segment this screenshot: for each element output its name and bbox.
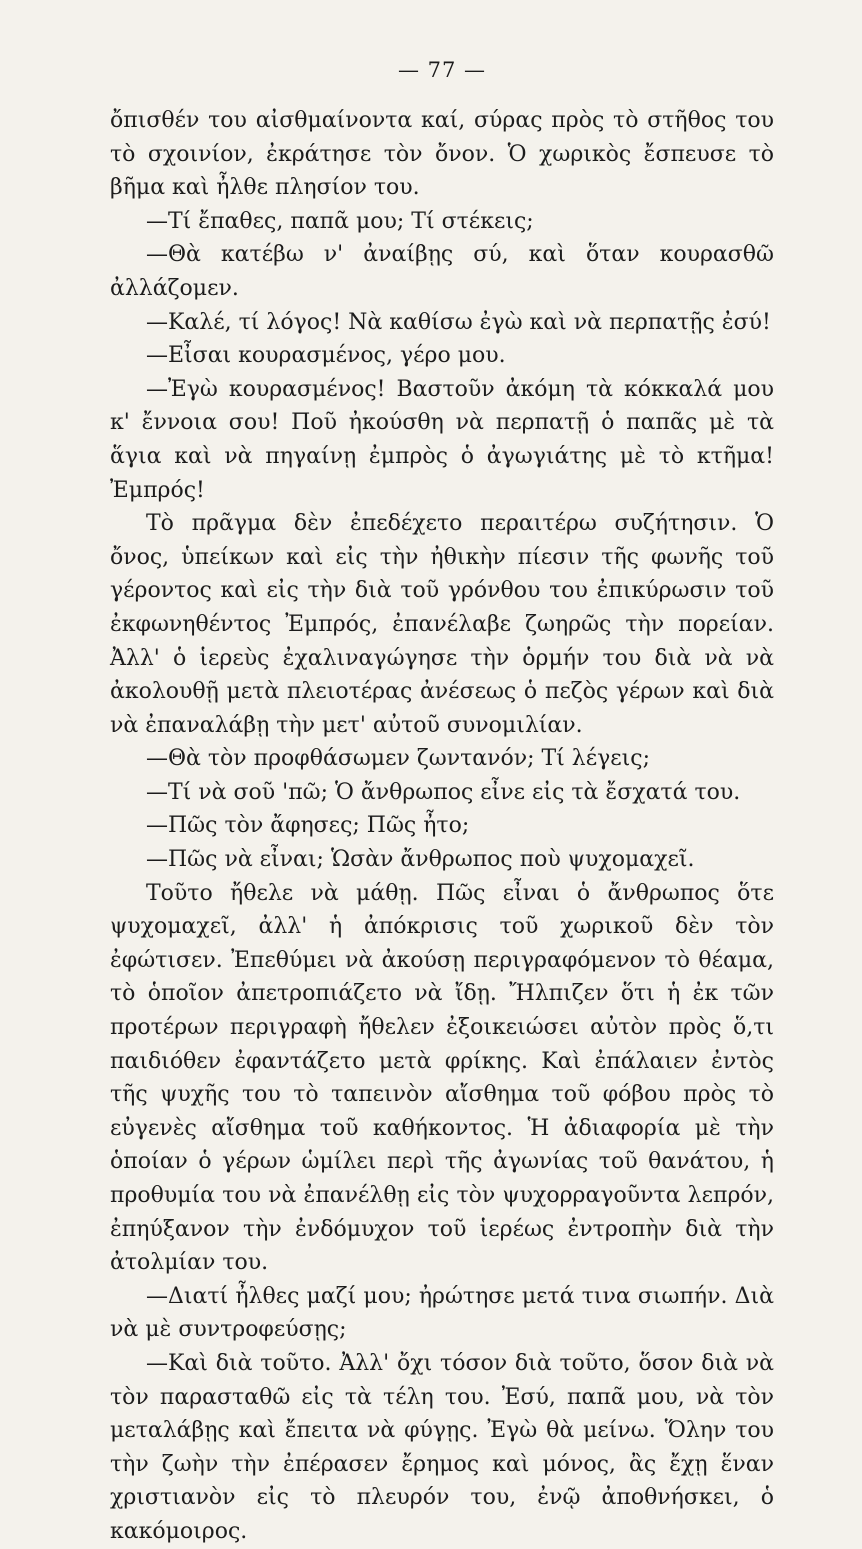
paragraph: Τὸ πρᾶγμα δὲν ἐπεδέχετο περαιτέρω συζήτησιν. Ὁ ὄνος, ὑπείκων καὶ εἰς τὴν ἠθικὴν πίεσιν τῆς φωνῆς τοῦ γέροντος καὶ εἰς τὴν διὰ τοῦ γρόνθου του ἐπικύρωσιν τοῦ ἐκφωνηθέντος Ἐμπρός, ἐπανέλαβε ζωηρῶς τὴν πορείαν. Ἀλλ' ὁ ἱερεὺς ἐχαλιναγώγησε τὴν ὁρμήν του διὰ νὰ νὰ ἀκολουθῇ μετὰ πλειοτέρας ἀνέσεως ὁ πεζὸς γέρων καὶ διὰ νὰ ἐπαναλάβῃ τὴν μετ' αὐτοῦ συνομιλίαν. — [110, 511, 774, 738]
dialogue-line: —Θὰ τὸν προφθάσωμεν ζωντανόν; Τί λέγεις; — [146, 746, 651, 772]
paragraph: Τοῦτο ἤθελε νὰ μάθῃ. Πῶς εἶναι ὁ ἄνθρωπος ὅτε ψυχομαχεῖ, ἀλλ' ἡ ἀπόκρισις τοῦ χωρικοῦ δὲν τὸν ἐφώτισεν. Ἐπεθύμει νὰ ἀκούσῃ περιγραφόμενον τὸ θέαμα, τὸ ὁποῖον ἀπετροπιάζετο νὰ ἴδῃ. Ἤλπιζεν ὅτι ἡ ἐκ τῶν προτέρων περιγραφὴ ἤθελεν ἐξοικειώσει αὐτὸν πρὸς ὅ,τι παιδιόθεν ἐφαντάζετο μετὰ φρίκης. Καὶ ἐπάλαιεν ἐντὸς τῆς ψυχῆς του τὸ ταπεινὸν αἴσθημα τοῦ φόβου πρὸς τὸ εὐγενὲς αἴσθημα τοῦ καθήκοντος. Ἡ ἀδιαφορία μὲ τὴν ὁποίαν ὁ γέρων ὡμίλει περὶ τῆς ἀγωνίας τοῦ θανάτου, ἡ προθυμία του νὰ ἐπανέλθῃ εἰς τὸν ψυχορραγοῦντα λεπρόν, ἐπηύξανον τὴν ἐνδόμυχον τοῦ ἱερέως ἐντροπὴν διὰ τὴν ἀτολμίαν του. — [110, 880, 774, 1276]
dialogue-line: —Ἐγὼ κουρασμένος! Βαστοῦν ἀκόμη τὰ κόκκαλά μου κ' ἔννοια σου! Ποῦ ἠκούσθη νὰ περπατῇ ὁ παπᾶς μὲ τὰ ἅγια καὶ νὰ πηγαίνῃ ἐμπρὸς ὁ ἀγωγιάτης μὲ τὸ κτῆμα! Ἐμπρός! — [110, 376, 774, 503]
dialogue-line: —Θὰ κατέβω ν' ἀναίβῃς σύ, καὶ ὅταν κουρασθῶ ἀλλάζομεν. — [110, 242, 774, 301]
dialogue-line: —Πῶς νὰ εἶναι; Ὡσὰν ἄνθρωπος ποὺ ψυχομαχεῖ. — [146, 847, 695, 873]
dialogue-line: —Διατί ἦλθες μαζί μου; ἠρώτησε μετά τινα σιωπήν. Διὰ νὰ μὲ συντροφεύσῃς; — [110, 1283, 774, 1343]
dialogue-line: —Τί νὰ σοῦ 'πῶ; Ὁ ἄνθρωπος εἶνε εἰς τὰ ἔσχατά του. — [146, 779, 741, 805]
paragraph: ὄπισθέν του αἰσθμαίνοντα καί, σύρας πρὸς τὸ στῆθος του τὸ σχοινίον, ἐκράτησε τὸν ὄνον. Ὁ χωρικὸς ἔσπευσε τὸ βῆμα καὶ ἦλθε πλησίον του. — [110, 108, 774, 201]
dialogue-line: —Τί ἔπαθες, παπᾶ μου; Τί στέκεις; — [146, 208, 534, 234]
dialogue-line: —Καὶ διὰ τοῦτο. Ἀλλ' ὄχι τόσον διὰ τοῦτο, ὅσον διὰ νὰ τὸν παρασταθῶ εἰς τὰ τέλη του. Ἐσύ, παπᾶ μου, νὰ τὸν μεταλάβῃς καὶ ἔπειτα νὰ φύγῃς. Ἐγὼ θὰ μείνω. Ὅλην του τὴν ζωὴν τὴν ἐπέρασεν ἔρημος καὶ μόνος, ἂς ἔχῃ ἕναν χριστιανὸν εἰς τὸ πλευρόν του, ἐνῷ ἀποθνήσκει, ὁ κακόμοιρος. — [110, 1350, 774, 1544]
page-number: — 77 — — [397, 58, 487, 82]
dialogue-line: —Πῶς τὸν ἄφησες; Πῶς ἦτο; — [146, 813, 470, 839]
dialogue-line: —Εἶσαι κουρασμένος, γέρο μου. — [146, 343, 506, 369]
dialogue-line: —Καλέ, τί λόγος! Νὰ καθίσω ἐγὼ καὶ νὰ περπατῇς ἐσύ! — [146, 309, 771, 335]
text-body — [110, 104, 774, 1549]
